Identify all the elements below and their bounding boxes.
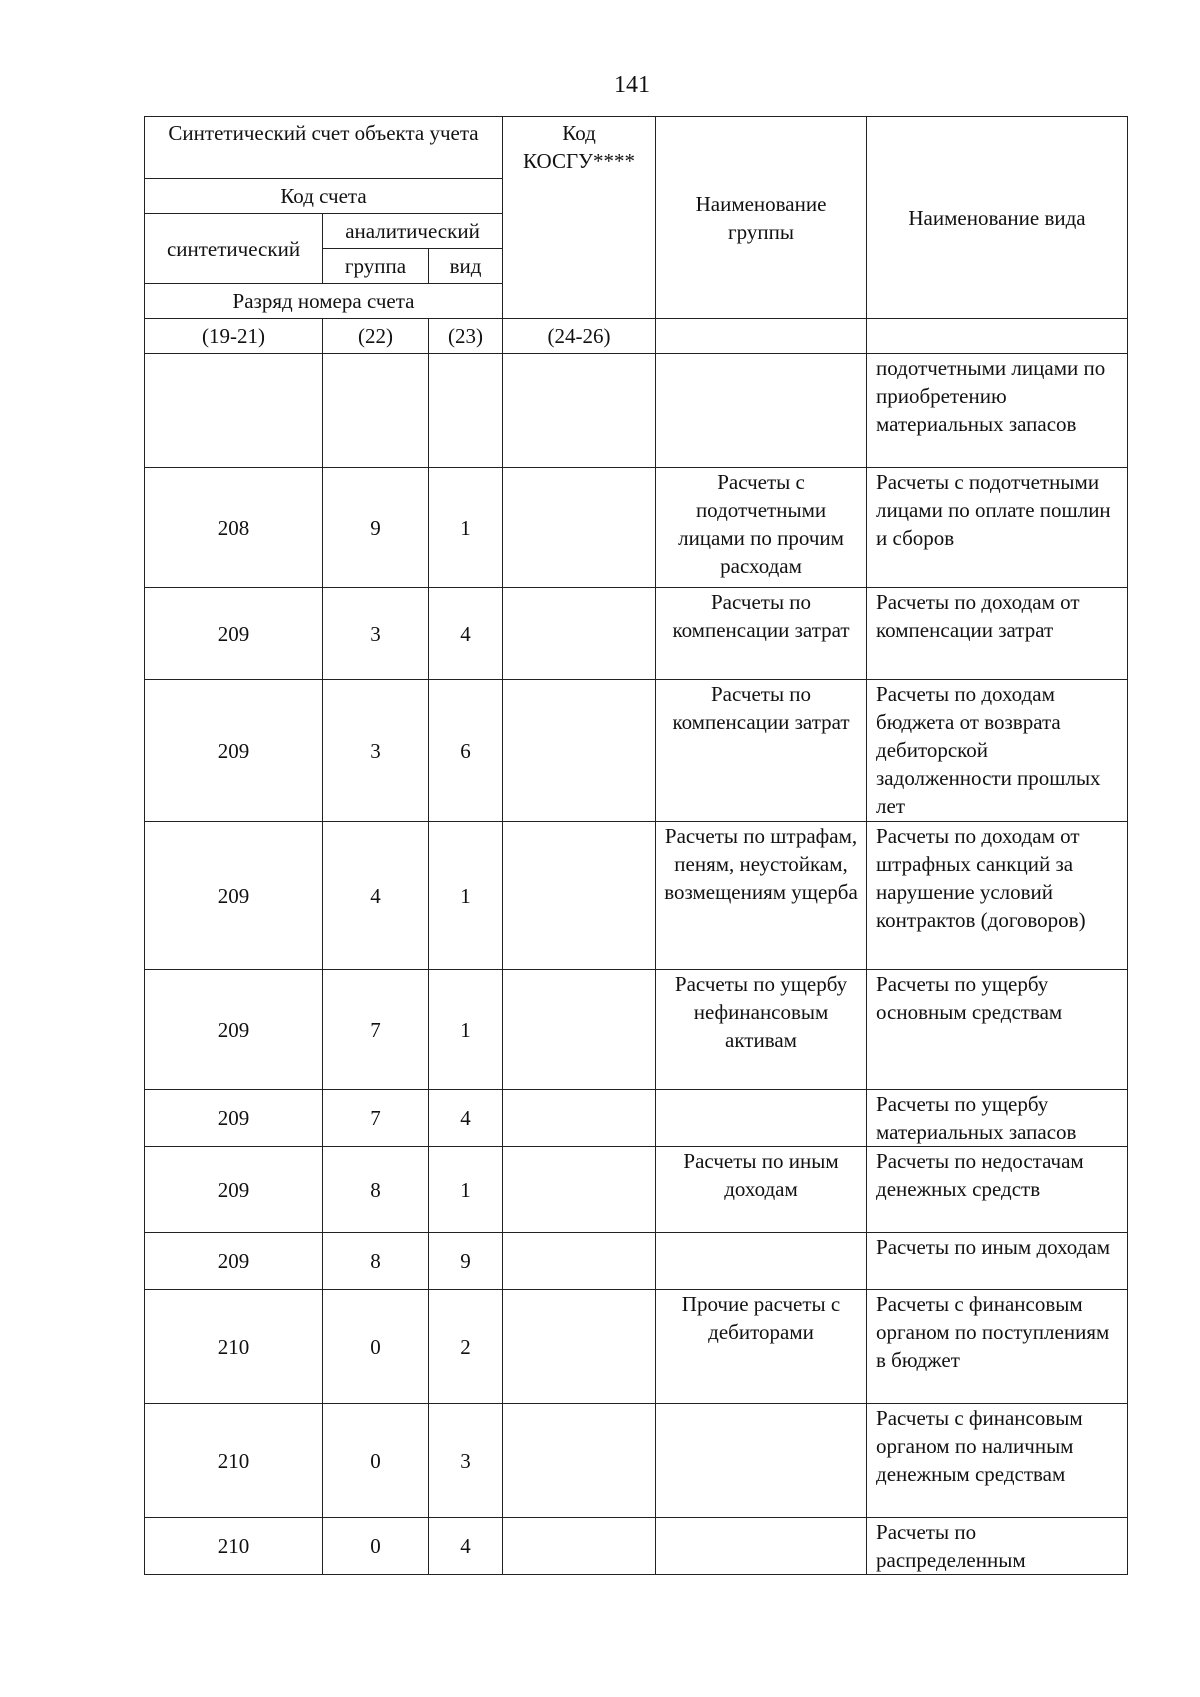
table-row <box>145 1518 1128 1575</box>
cell-kind: 9 <box>429 1233 503 1290</box>
col-number-kind: (23) <box>429 319 503 354</box>
cell-kosgu <box>503 1290 656 1404</box>
cell-kind-name: Расчеты по иным доходам <box>867 1233 1128 1290</box>
cell-group: 9 <box>323 468 429 588</box>
cell-kind: 1 <box>429 970 503 1090</box>
cell-kind-name: Расчеты с финансовым органом по наличным денежным средствам <box>867 1404 1128 1518</box>
cell-group: 8 <box>323 1147 429 1233</box>
cell-kosgu <box>503 468 656 588</box>
cell-synthetic: 209 <box>145 680 323 822</box>
cell-kosgu <box>503 822 656 970</box>
page-number: 141 <box>614 72 650 98</box>
cell-group <box>323 354 429 468</box>
cell-group: 4 <box>323 822 429 970</box>
cell-kind: 1 <box>429 468 503 588</box>
table-row <box>145 970 1128 1090</box>
cell-group: 3 <box>323 680 429 822</box>
cell-kind-name: подотчетными лицами по приобретению материальных запасов <box>867 354 1128 468</box>
cell-kosgu <box>503 1518 656 1575</box>
table-row <box>145 588 1128 680</box>
table-row <box>145 1404 1128 1518</box>
cell-group-name: Расчеты по штрафам, пеням, неустойкам, возмещениям ущерба <box>656 822 867 970</box>
table-row <box>145 1290 1128 1404</box>
cell-kind-name: Расчеты по доходам от штрафных санкций за нарушение условий контрактов (договоров) <box>867 822 1128 970</box>
cell-synthetic: 208 <box>145 468 323 588</box>
header-synthetic-account: Синтетический счет объекта учета <box>145 117 503 179</box>
cell-synthetic: 209 <box>145 1090 323 1147</box>
header-group-name: Наименование группы <box>656 117 867 319</box>
table-row <box>145 354 1128 468</box>
cell-synthetic: 209 <box>145 822 323 970</box>
table-row <box>145 1233 1128 1290</box>
col-number-group-name <box>656 319 867 354</box>
col-number-group: (22) <box>323 319 429 354</box>
header-synthetic: синтетический <box>145 214 323 284</box>
cell-kind: 2 <box>429 1290 503 1404</box>
cell-synthetic: 210 <box>145 1404 323 1518</box>
cell-group: 8 <box>323 1233 429 1290</box>
cell-synthetic: 210 <box>145 1518 323 1575</box>
cell-group: 3 <box>323 588 429 680</box>
cell-kind-name: Расчеты с финансовым органом по поступлениям в бюджет <box>867 1290 1128 1404</box>
table-row <box>145 822 1128 970</box>
cell-group-name: Прочие расчеты с дебиторами <box>656 1290 867 1404</box>
cell-kind: 1 <box>429 1147 503 1233</box>
header-account-code: Код счета <box>145 179 503 214</box>
cell-kosgu <box>503 588 656 680</box>
col-number-synthetic: (19-21) <box>145 319 323 354</box>
cell-group-name <box>656 1090 867 1147</box>
cell-kosgu <box>503 354 656 468</box>
table-row <box>145 468 1128 588</box>
cell-group-name: Расчеты по компенсации затрат <box>656 680 867 822</box>
cell-kind-name: Расчеты с подотчетными лицами по оплате пошлин и сборов <box>867 468 1128 588</box>
cell-group-name <box>656 1233 867 1290</box>
cell-kind-name: Расчеты по ущербу основным средствам <box>867 970 1128 1090</box>
cell-group-name <box>656 1518 867 1575</box>
header-group: группа <box>323 249 429 284</box>
cell-kind-name: Расчеты по ущербу материальных запасов <box>867 1090 1128 1147</box>
cell-group: 0 <box>323 1518 429 1575</box>
cell-kind: 3 <box>429 1404 503 1518</box>
cell-kind: 1 <box>429 822 503 970</box>
account-table <box>144 116 1128 1575</box>
header-analytic: аналитический <box>323 214 503 249</box>
col-number-kosgu: (24-26) <box>503 319 656 354</box>
cell-kind: 4 <box>429 1518 503 1575</box>
cell-kind-name: Расчеты по недостачам денежных средств <box>867 1147 1128 1233</box>
cell-kosgu <box>503 1090 656 1147</box>
cell-kosgu <box>503 1404 656 1518</box>
cell-kind: 6 <box>429 680 503 822</box>
account-table-container <box>144 116 1127 1575</box>
header-kosgu: Код КОСГУ**** <box>503 117 656 319</box>
cell-kind-name: Расчеты по доходам бюджета от возврата дебиторской задолженности прошлых лет <box>867 680 1128 822</box>
cell-synthetic <box>145 354 323 468</box>
table-row <box>145 1090 1128 1147</box>
cell-group: 0 <box>323 1290 429 1404</box>
cell-kind: 4 <box>429 1090 503 1147</box>
cell-synthetic: 209 <box>145 1233 323 1290</box>
cell-group-name <box>656 1404 867 1518</box>
cell-synthetic: 209 <box>145 970 323 1090</box>
cell-group-name: Расчеты по иным доходам <box>656 1147 867 1233</box>
cell-group: 7 <box>323 1090 429 1147</box>
cell-synthetic: 209 <box>145 1147 323 1233</box>
cell-kosgu <box>503 680 656 822</box>
cell-kosgu <box>503 1233 656 1290</box>
cell-kind-name: Расчеты по распределенным <box>867 1518 1128 1575</box>
header-kind-name: Наименование вида <box>867 117 1128 319</box>
cell-group-name: Расчеты по компенсации затрат <box>656 588 867 680</box>
cell-kosgu <box>503 1147 656 1233</box>
cell-synthetic: 210 <box>145 1290 323 1404</box>
cell-kind-name: Расчеты по доходам от компенсации затрат <box>867 588 1128 680</box>
cell-group: 0 <box>323 1404 429 1518</box>
cell-group-name: Расчеты с подотчетными лицами по прочим расходам <box>656 468 867 588</box>
cell-kind <box>429 354 503 468</box>
table-header <box>145 117 1128 354</box>
col-number-kind-name <box>867 319 1128 354</box>
cell-kind: 4 <box>429 588 503 680</box>
table-row <box>145 1147 1128 1233</box>
cell-kosgu <box>503 970 656 1090</box>
table-row <box>145 680 1128 822</box>
cell-synthetic: 209 <box>145 588 323 680</box>
cell-group-name <box>656 354 867 468</box>
cell-group-name: Расчеты по ущербу нефинансовым активам <box>656 970 867 1090</box>
header-kind: вид <box>429 249 503 284</box>
cell-group: 7 <box>323 970 429 1090</box>
table-body <box>145 354 1128 1575</box>
header-digit-rank: Разряд номера счета <box>145 284 503 319</box>
